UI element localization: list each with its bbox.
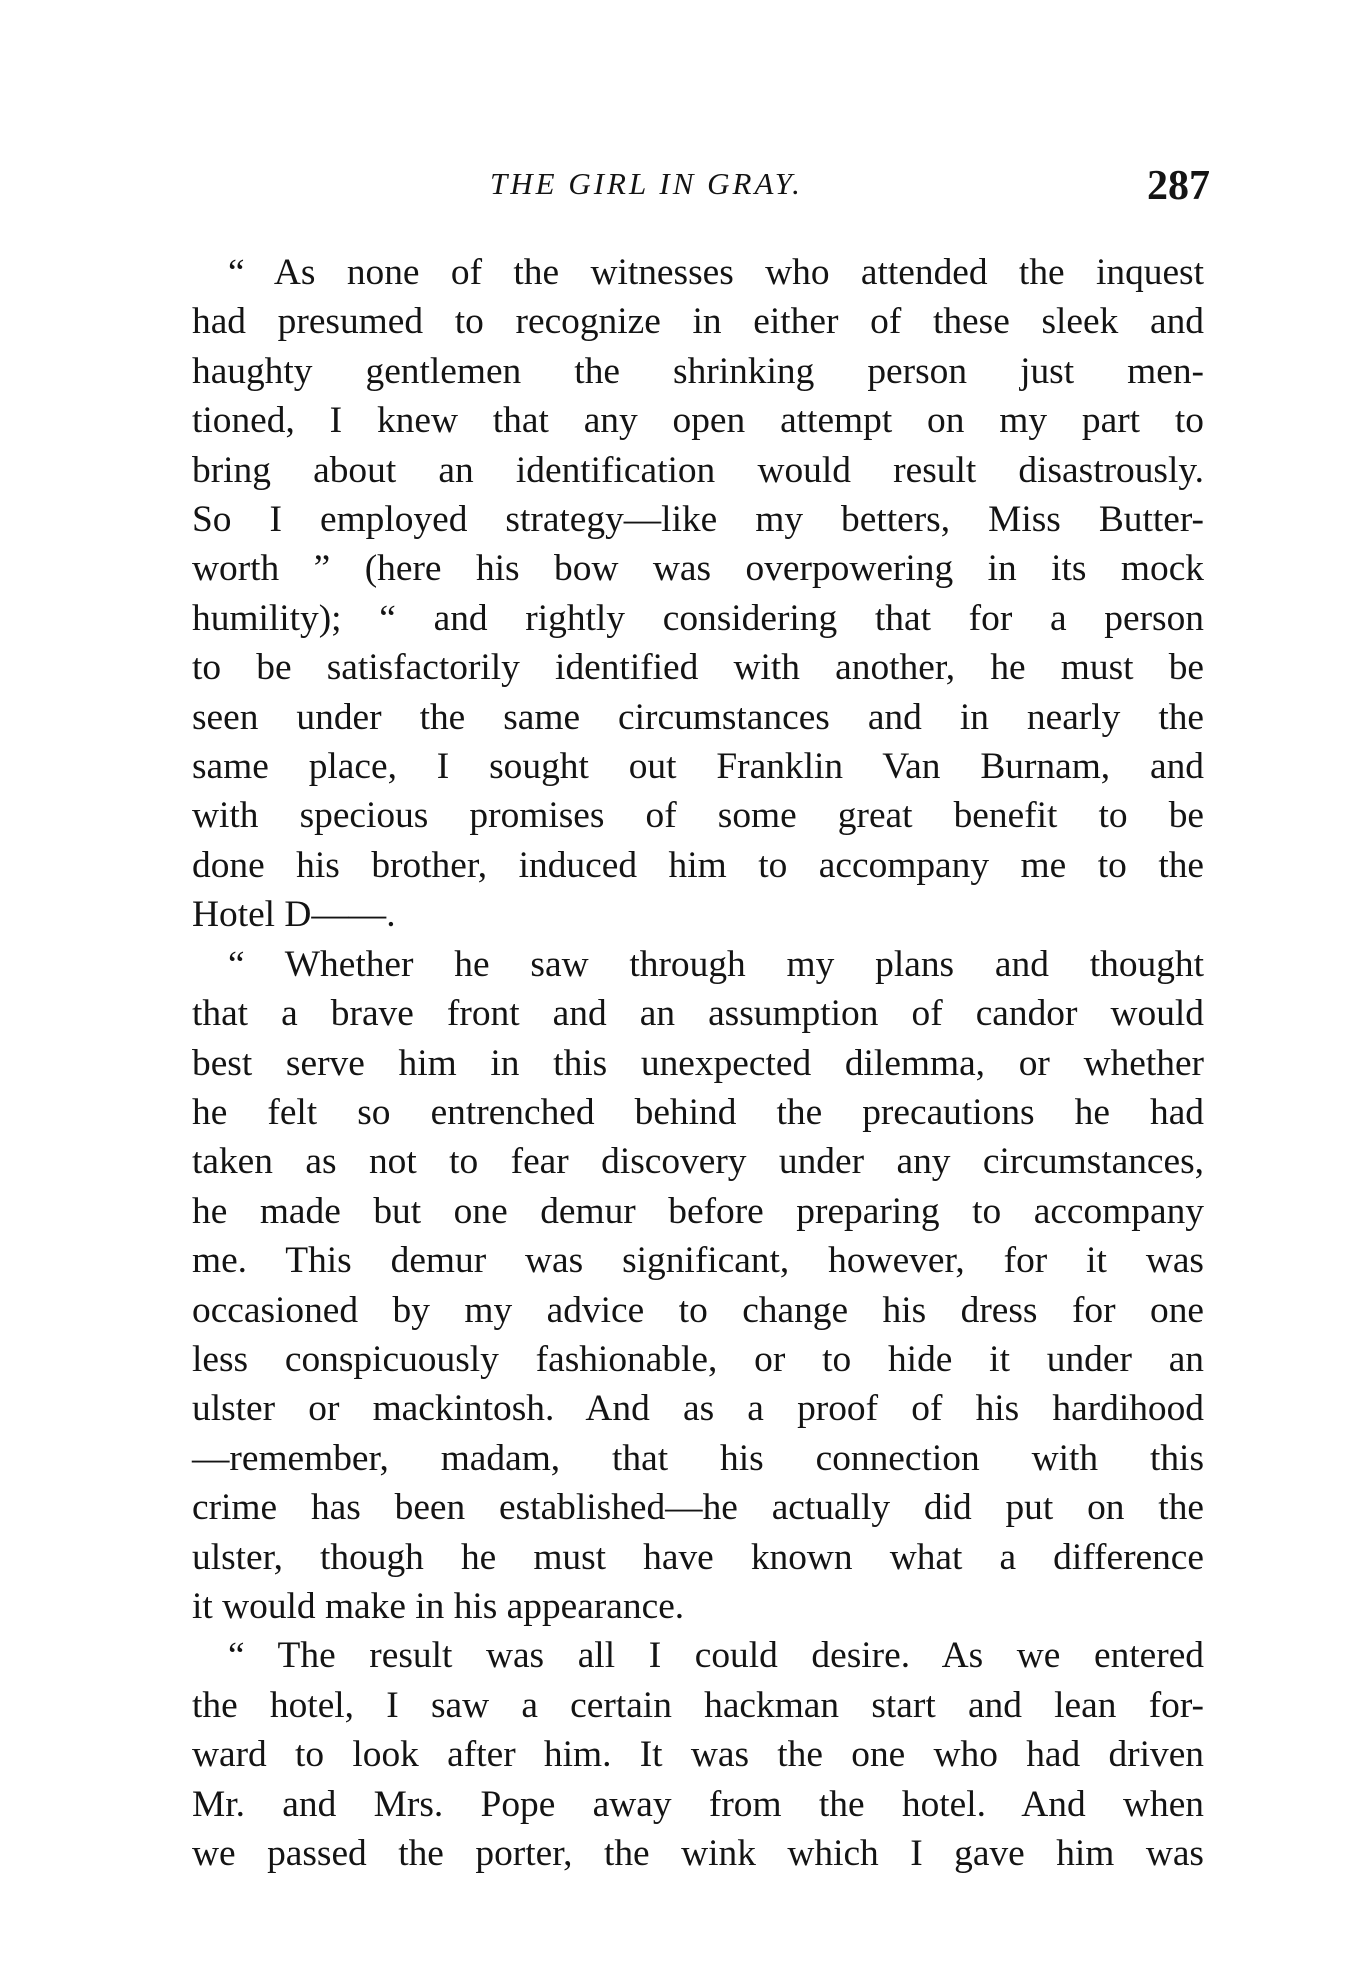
text-line: “ The result was all I could desire. As we entered [228, 1635, 1204, 1677]
text-line: ulster, though he must have known what a difference [192, 1536, 1204, 1578]
text-line: me. This demur was significant, however, for it was [192, 1240, 1204, 1282]
text-line: it would make in his appearance. [192, 1585, 685, 1627]
text-line: humility); “ and rightly considering that for a person [192, 597, 1204, 639]
text-line: he made but one demur before preparing to accompany [192, 1190, 1204, 1232]
text-line: crime has been established—he actually did put on the [192, 1487, 1204, 1529]
text-line: ulster or mackintosh. And as a proof of his hardihood [192, 1388, 1204, 1430]
text-line: Mr. and Mrs. Pope away from the hotel. And when [192, 1783, 1204, 1825]
text-line: we passed the porter, the wink which I gave him was [192, 1833, 1204, 1874]
text-line: Hotel D——. [192, 894, 396, 936]
text-line: tioned, I knew that any open attempt on my part to [192, 400, 1204, 442]
text-line: worth ” (here his bow was overpowering in its mock [192, 548, 1204, 590]
text-line: —remember, madam, that his connection with this [192, 1437, 1204, 1479]
text-line: with specious promises of some great benefit to be [192, 795, 1204, 837]
running-header [190, 160, 1210, 220]
text-line: “ Whether he saw through my plans and thought [228, 943, 1204, 985]
running-title: THE GIRL IN GRAY. [490, 166, 803, 201]
text-line: bring about an identification would result disastrously. [192, 449, 1204, 491]
page-number: 287 [1147, 163, 1210, 209]
text-line: best serve him in this unexpected dilemma, or whether [192, 1042, 1204, 1084]
text-line: had presumed to recognize in either of these sleek and [192, 301, 1204, 343]
text-line: occasioned by my advice to change his dress for one [192, 1289, 1204, 1331]
text-line: taken as not to fear discovery under any circumstances, [192, 1141, 1204, 1183]
text-line: So I employed strategy—like my betters, Miss Butter- [192, 499, 1204, 541]
text-line: the hotel, I saw a certain hackman start and lean for- [192, 1684, 1204, 1726]
text-line: done his brother, induced him to accompany me to the [192, 844, 1204, 886]
text-line: he felt so entrenched behind the precautions he had [192, 1091, 1204, 1133]
text-line: that a brave front and an assumption of candor would [192, 993, 1204, 1035]
text-line: less conspicuously fashionable, or to hide it under an [192, 1338, 1204, 1380]
text-line: seen under the same circumstances and in nearly the [192, 696, 1204, 738]
text-line: same place, I sought out Franklin Van Burnam, and [192, 746, 1204, 788]
body-text [192, 248, 1204, 1878]
text-line: to be satisfactorily identified with another, he must be [192, 647, 1204, 689]
text-line: “ As none of the witnesses who attended the inquest [228, 252, 1204, 293]
text-line: ward to look after him. It was the one who had driven [192, 1734, 1204, 1776]
text-line: haughty gentlemen the shrinking person just men- [192, 350, 1204, 392]
